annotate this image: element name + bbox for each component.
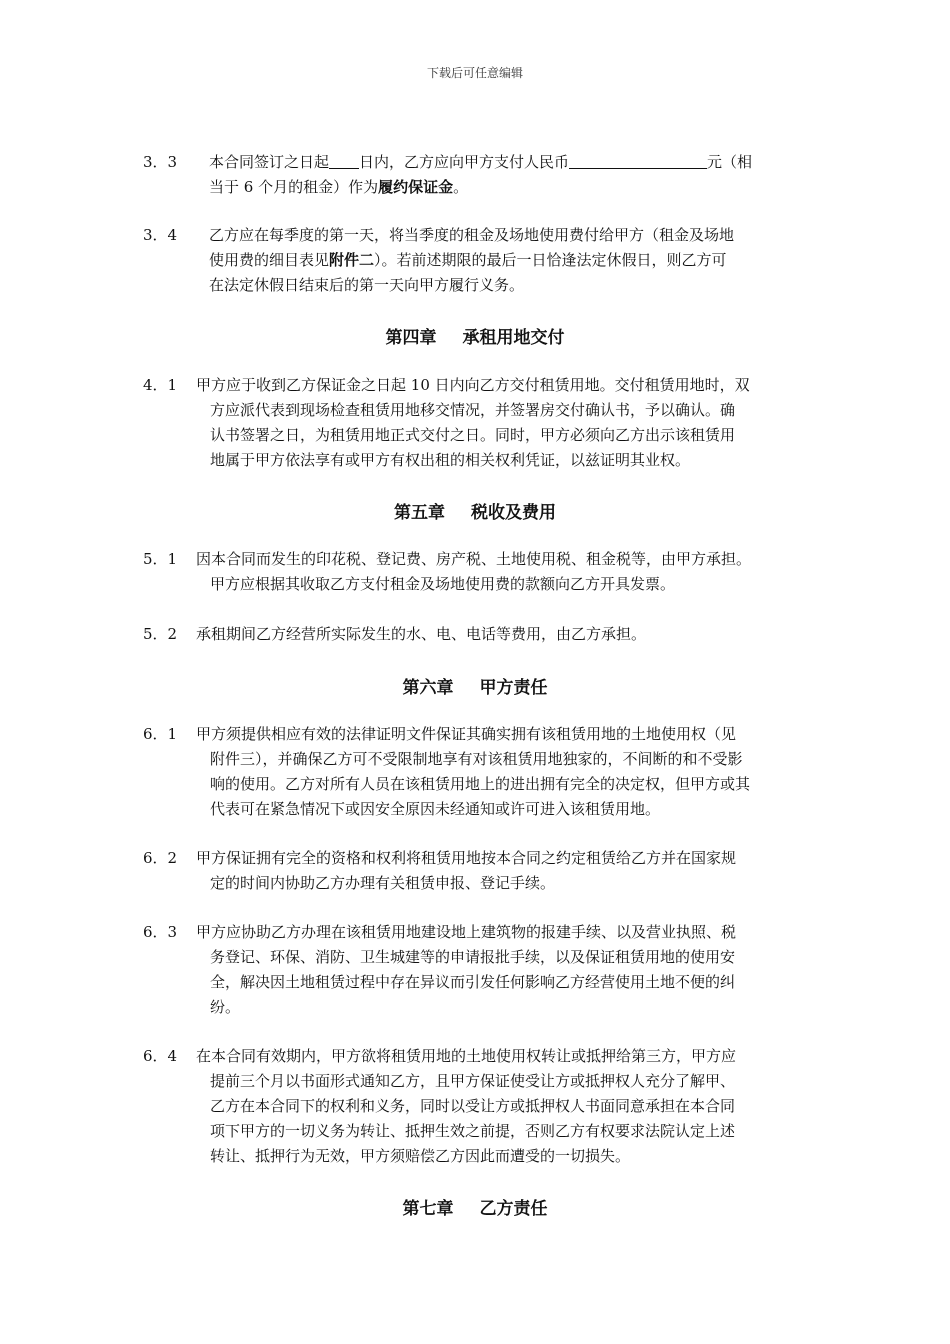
blank-amount: [569, 151, 707, 169]
blank-days: [329, 151, 359, 169]
clause-number: 6．2: [143, 849, 178, 867]
chapter-title: 甲方责任: [479, 678, 548, 698]
chapter-number: 第七章: [402, 1199, 454, 1219]
clause-line: 纷。: [210, 998, 241, 1016]
chapter-number: 第四章: [385, 328, 437, 348]
clause-bold-term: 附件二: [329, 251, 375, 269]
chapter-6-heading: [0, 673, 950, 698]
clause-line: 响的使用。乙方对所有人员在该租赁用地上的进出拥有完全的决定权，但甲方或其: [210, 775, 751, 793]
clause-line: 项下甲方的一切义务为转让、抵押生效之前提，否则乙方有权要求法院认定上述: [210, 1122, 736, 1140]
clause-line: 乙方应在每季度的第一天，将当季度的租金及场地使用费付给甲方（租金及场地: [209, 226, 735, 244]
chapter-title: 乙方责任: [479, 1199, 548, 1219]
clause-line: 地属于甲方依法享有或甲方有权出租的相关权利凭证，以兹证明其业权。: [210, 451, 691, 469]
clause-text: 当于 6 个月的租金）作为: [209, 178, 379, 196]
clause-line: 提前三个月以书面形式通知乙方，且甲方保证使受让方或抵押权人充分了解甲、: [210, 1072, 736, 1090]
clause-line: 定的时间内协助乙方办理有关租赁申报、登记手续。: [210, 874, 556, 892]
chapter-number: 第五章: [394, 503, 445, 523]
clause-line: 在本合同有效期内，甲方欲将租赁用地的土地使用权转让或抵押给第三方，甲方应: [196, 1047, 737, 1065]
clause-line: 认书签署之日，为租赁用地正式交付之日。同时，甲方必须向乙方出示该租赁用: [210, 426, 736, 444]
clause-number: 4．1: [143, 376, 178, 394]
clause-text: ）。若前述期限的最后一日恰逢法定休假日，则乙方可: [374, 251, 727, 269]
clause-line: 转让、抵押行为无效，甲方须赔偿乙方因此而遭受的一切损失。: [210, 1147, 631, 1165]
chapter-title: 承租用地交付: [462, 328, 565, 348]
clause-number: 6．1: [143, 725, 178, 743]
clause-text: 日内，乙方应向甲方支付人民币: [359, 153, 570, 171]
clause-4-1: [143, 373, 813, 473]
clause-text: 使用费的细目表见: [209, 251, 330, 269]
chapter-5-heading: [0, 498, 950, 523]
chapter-title: 税收及费用: [471, 503, 556, 523]
chapter-number: 第六章: [402, 678, 454, 698]
clause-3-4: [143, 223, 813, 298]
clause-line: 因本合同而发生的印花税、登记费、房产税、土地使用税、租金税等，由甲方承担。: [196, 550, 752, 568]
clause-line: 甲方须提供相应有效的法律证明文件保证其确实拥有该租赁用地的土地使用权（见: [196, 725, 737, 743]
clause-6-1: [143, 722, 813, 822]
clause-number: 5．2: [143, 625, 178, 643]
clause-6-4: [143, 1044, 813, 1169]
clause-number: 6．3: [143, 923, 178, 941]
clause-line: 务登记、环保、消防、卫生城建等的申请报批手续，以及保证租赁用地的使用安: [210, 948, 736, 966]
clause-5-2: [143, 622, 813, 647]
clause-text: 。: [453, 178, 469, 196]
clause-line: 承租期间乙方经营所实际发生的水、电、电话等费用，由乙方承担。: [196, 625, 647, 643]
chapter-7-heading: [0, 1194, 950, 1219]
clause-number: 5．1: [143, 550, 178, 568]
clause-line: 乙方在本合同下的权利和义务，同时以受让方或抵押权人书面同意承担在本合同: [210, 1097, 736, 1115]
clause-6-2: [143, 846, 813, 896]
clause-text: 元（相: [707, 153, 753, 171]
clause-5-1: [143, 547, 833, 597]
clause-6-3: [143, 920, 813, 1020]
chapter-4-heading: [0, 323, 950, 348]
clause-line: 全，解决因土地租赁过程中存在异议而引发任何影响乙方经营使用土地不便的纠: [210, 973, 736, 991]
clause-line: 甲方应协助乙方办理在该租赁用地建设地上建筑物的报建手续、以及营业执照、税: [196, 923, 737, 941]
clause-bold-term: 履约保证金: [378, 178, 454, 196]
clause-text: 本合同签订之日起: [209, 153, 330, 171]
clause-number: 3．3: [143, 153, 178, 171]
clause-line: 在法定休假日结束后的第一天向甲方履行义务。: [209, 276, 525, 294]
clause-line: 方应派代表到现场检查租赁用地移交情况，并签署房交付确认书，予以确认。确: [210, 401, 736, 419]
clause-line: 甲方应根据其收取乙方支付租金及场地使用费的款额向乙方开具发票。: [210, 575, 676, 593]
clause-line: 甲方保证拥有完全的资格和权利将租赁用地按本合同之约定租赁给乙方并在国家规: [196, 849, 737, 867]
clause-line: 甲方应于收到乙方保证金之日起 10 日内向乙方交付租赁用地。交付租赁用地时，双: [196, 376, 750, 394]
clause-line: 代表可在紧急情况下或因安全原因未经通知或许可进入该租赁用地。: [210, 800, 661, 818]
clause-number: 6．4: [143, 1047, 178, 1065]
clause-number: 3．4: [143, 226, 178, 244]
clause-3-3: [143, 150, 813, 200]
page-header: 下载后可任意编辑: [426, 66, 523, 80]
clause-line: 附件三），并确保乙方可不受限制地享有对该租赁用地独家的，不间断的和不受影: [210, 750, 743, 768]
